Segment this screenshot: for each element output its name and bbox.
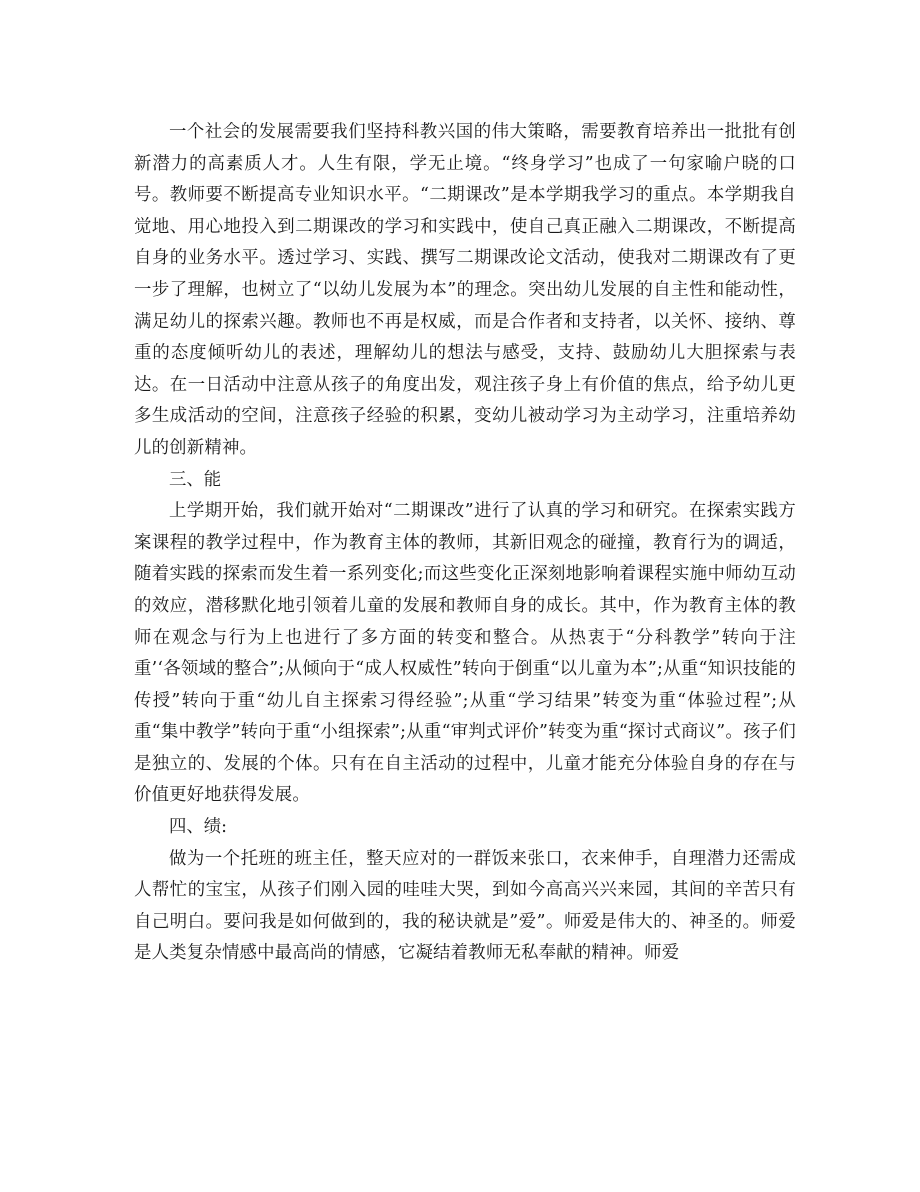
section-heading-achievement: 四、绩: [169, 817, 228, 838]
paragraph-teacher-love: 做为一个托班的班主任，整天应对的一群饭来张口，衣来伸手，自理潜力还需成人帮忙的宝宝，从孩子们刚入园的哇哇大哭，到如今高高兴兴来园，其间的辛苦只有自己明白。要问我是如何做到的，我的秘诀就是”爱”。师爱是伟大的、神圣的。师爱是人类复杂情感中最高尚的情感，它凝结着教师无私奉献的精神。师爱 [134, 848, 796, 964]
paragraph-curriculum-reform: 上学期开始，我们就开始对“二期课改”进行了认真的学习和研究。在探索实践方案课程的教学过程中，作为教育主体的教师，其新旧观念的碰撞，教育行为的调适，随着实践的探索而发生着一系列变化;而这些变化正深刻地影响着课程实施中师幼互动的效应，潜移默化地引领着儿童的发展和教师自身的成长。其中，作为教育主体的教师在观念与行为上也进行了多方面的转变和整合。从热衷于“分科教学”转向于注重’‘各领域的整合”;从倾向于“成人权威性”转向于倒重“以儿童为本”;从重“知识技能的传授”转向于重“幼儿自主探索习得经验”;从重“学习结果”转变为重“体验过程”;从重“集中教学”转向于重“小组探索”;从重“审判式评价”转变为重“探讨式商议”。孩子们是独立的、发展的个体。只有在自主活动的过程中，儿童才能充分体验自身的存在与价值更好地获得发展。 [134, 501, 796, 806]
section-heading-ability: 三、能 [169, 469, 222, 490]
document-body [134, 117, 796, 970]
paragraph-lifelong-learning: 一个社会的发展需要我们坚持科教兴国的伟大策略，需要教育培养出一批批有创新潜力的高素质人才。人生有限，学无止境。“终身学习”也成了一句家喻户晓的口号。教师要不断提高专业知识水平。“二期课改”是本学期我学习的重点。本学期我自觉地、用心地投入到二期课改的学习和实践中，使自己真正融入二期课改，不断提高自身的业务水平。透过学习、实践、撰写二期课改论文活动，使我对二期课改有了更一步了理解，也树立了“以幼儿发展为本”的理念。突出幼儿发展的自主性和能动性，满足幼儿的探索兴趣。教师也不再是权威，而是合作者和支持者，以关怀、接纳、尊重的态度倾听幼儿的表述，理解幼儿的想法与感受，支持、鼓励幼儿大胆探索与表达。在一日活动中注意从孩子的角度出发，观注孩子身上有价值的焦点，给予幼儿更多生成活动的空间，注意孩子经验的积累，变幼儿被动学习为主动学习，注重培养幼儿的创新精神。 [134, 122, 796, 458]
